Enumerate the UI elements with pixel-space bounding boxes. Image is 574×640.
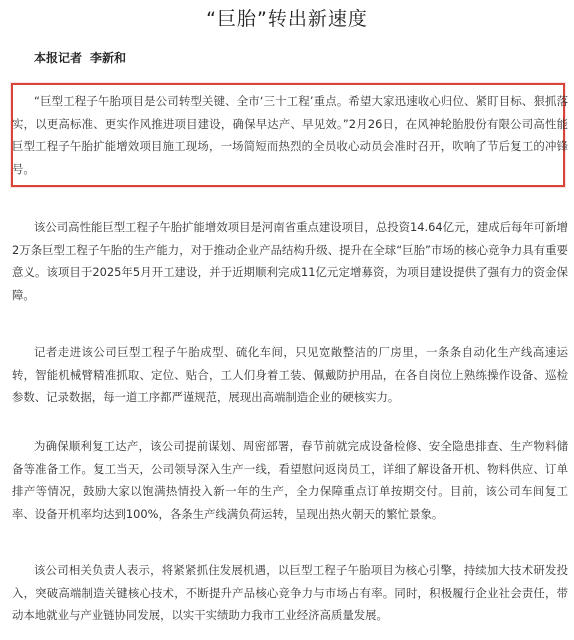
byline	[34, 49, 126, 67]
paragraph-lead-quote: “巨型工程子午胎项目是公司转型关键、全市‘三十工程’重点。希望大家迅速收心归位、紧盯目标、狠抓落实，以更高标准、更实作风推进项目建设，确保早达产、早见效。”2月26日，在风神轮胎股份有限公司高性能巨型工程子午胎扩能增效项目施工现场，一场简短而热烈的全员收心动员会准时召开，吹响了节后复工的冲锋号。	[12, 94, 568, 176]
article-title: “巨胎”转出新速度	[206, 8, 368, 30]
byline-reporter-name: 李新和	[90, 51, 127, 65]
byline-prefix: 本报记者	[34, 51, 83, 65]
paragraph-outlook: 该公司相关负责人表示，将紧紧抓住发展机遇，以巨型工程子午胎项目为核心引擎，持续加大技术研发投入，突破高端制造关键核心技术，不断提升产品核心竞争力与市场占有率。同时，积极履行企业社会责任，带动本地就业与产业链协同发展，以实干实绩助力我市工业经济高质量发展。	[12, 563, 568, 622]
paragraph-workshop-scene: 记者走进该公司巨型工程子午胎成型、硫化车间，只见宽敞整洁的厂房里，一条条自动化生产线高速运转，智能机械臂精准抓取、定位、贴合，工人们身着工装、佩戴防护用品，在各自岗位上熟练操作设备、巡检参数、记录数据，每一道工序都严谨规范，展现出高端制造企业的硬核实力。	[12, 345, 568, 404]
paragraph-project-overview: 该公司高性能巨型工程子午胎扩能增效项目是河南省重点建设项目，总投资14.64亿元，建成后每年可新增2万条巨型工程子午胎的生产能力，对于推动企业产品结构升级、提升在全球“巨胎”市场的核心竞争力具有重要意义。该项目于2025年5月开工建设，并于近期顺利完成11亿元定增募资，为项目建设提供了强有力的资金保障。	[12, 220, 568, 302]
paragraph-resumption: 为确保顺利复工达产，该公司提前谋划、周密部署，春节前就完成设备检修、安全隐患排查、生产物料储备等准备工作。复工当天，公司领导深入生产一线，看望慰问返岗员工，详细了解设备开机、物料供应、订单排产等情况，鼓励大家以饱满热情投入新一年的生产，全力保障重点订单按期交付。目前，该公司车间复工率、设备开机率均达到100%，各条生产线满负荷运转，呈现出热火朝天的繁忙景象。	[12, 439, 568, 521]
